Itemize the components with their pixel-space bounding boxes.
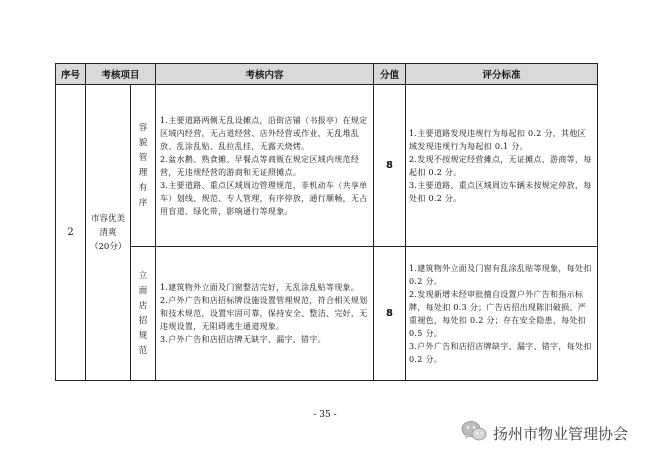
criteria-paragraph: 2.发现新增未经审批擅自设置户外广告和指示标牌，每处扣 0.3 分；广告店招出现陈旧破损、严重褪色，每处扣 0.2 分；存在安全隐患，每处扣 0.5 分。 (409, 289, 587, 338)
content-paragraph: 2.盆水鹅、熟食摊、早餐点等商贩在规定区域内规范经营，无违规经营的游商和无证照摊点。 (160, 154, 360, 177)
criteria-paragraph: 1.建筑物外立面及门窗有乱涂乱贴等现象，每处扣 0.2 分。 (409, 263, 592, 286)
table-header-row (56, 64, 598, 85)
score-cell: 8 (374, 85, 406, 247)
assessment-table (55, 63, 598, 381)
table-row (56, 247, 598, 381)
criteria-paragraph: 2.发现不按规定经营摊点，无证摊点、游商等，每起扣 0.2 分。 (409, 154, 592, 177)
page-number: - 35 - (313, 410, 337, 420)
category-label: 市容优美清爽（20分） (90, 213, 127, 252)
watermark-text: 扬州市物业管理协会 (492, 424, 628, 443)
header-score: 分值 (374, 64, 406, 85)
table-row (56, 85, 598, 247)
content-cell (156, 85, 374, 247)
content-paragraph: 3.主要道路、重点区域周边管理规范，非机动车（共享单车）划线、规范、专人管理，有序停放，通行顺畅，无占用盲道、绿化带，影响通行等现象。 (160, 180, 368, 216)
criteria-cell (406, 85, 598, 247)
header-category: 考核项目 (86, 64, 156, 85)
score-cell: 8 (374, 247, 406, 381)
content-paragraph: 1.建筑物外立面及门窗整洁完好，无乱涂乱贴等现象。 (160, 283, 360, 292)
row-number: 2 (56, 85, 86, 381)
wechat-icon (461, 420, 487, 446)
criteria-paragraph: 1.主要道路发现违规行为每起扣 0.2 分，其他区域发现违规行为每起扣 0.1 分。 (409, 128, 586, 151)
criteria-cell (406, 247, 598, 381)
sub-item-name: 容貌管理有序 (138, 122, 148, 208)
content-cell (156, 247, 374, 381)
header-number: 序号 (56, 64, 86, 85)
sub-item-name: 立面店招规范 (138, 270, 148, 356)
content-paragraph: 1.主要道路两侧无乱设摊点，沿街店铺（书报亭）在规定区域内经营，无占道经营、店外经营或作业，无乱堆乱放、乱涂乱贴、乱拉乱挂，无露天烧烤。 (160, 115, 368, 151)
criteria-paragraph: 3.主要道路、重点区域周边车辆未按规定停放，每处扣 0.2 分。 (409, 180, 592, 203)
criteria-paragraph: 3.户外广告和店招店牌缺字、漏字、错字，每处扣 0.2 分。 (409, 341, 592, 364)
content-paragraph: 2.户外广告和店招标牌设施设置管理规范，符合相关规划和技术规范，设置牢固可靠，保持安全、整洁、完好，无违规设置，无阻碍逃生通道现象。 (160, 296, 368, 331)
category-cell (86, 85, 131, 381)
content-paragraph: 3.户外广告和店招店牌无缺字、漏字、错字。 (160, 335, 326, 344)
header-criteria: 评分标准 (406, 64, 598, 85)
sub-item-cell (131, 85, 156, 247)
watermark (461, 418, 628, 448)
header-content: 考核内容 (156, 64, 374, 85)
sub-item-cell (131, 247, 156, 381)
